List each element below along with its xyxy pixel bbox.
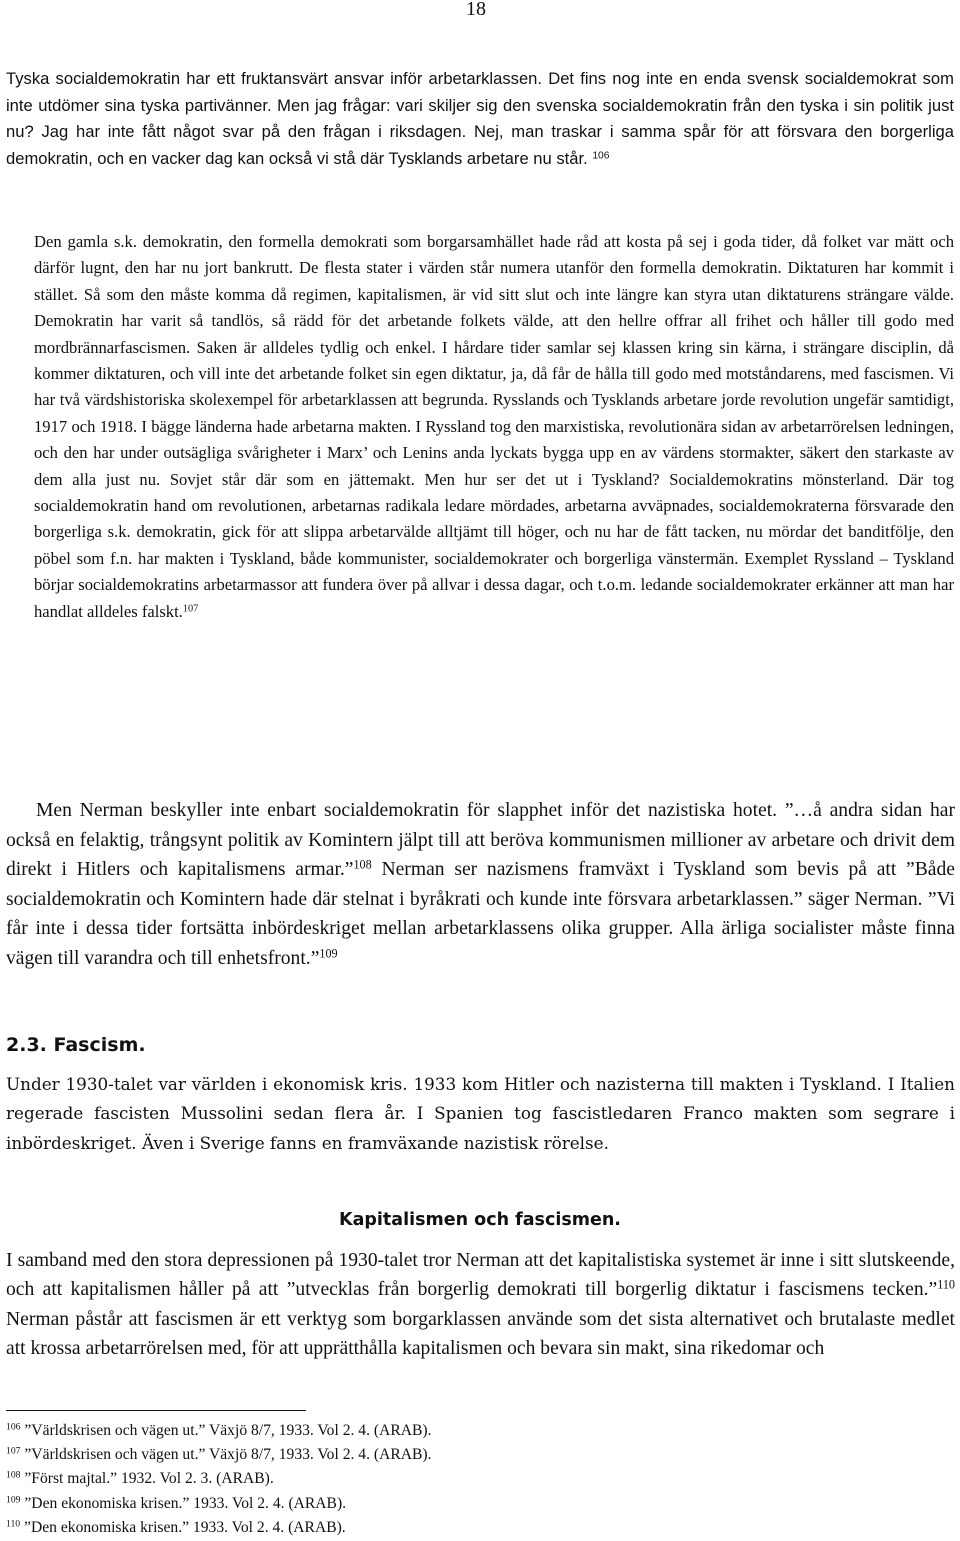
footnote-text: ”Först majtal.” 1932. Vol 2. 3. (ARAB). (24, 1470, 274, 1488)
footnote-number: 108 (6, 1470, 21, 1482)
footnote-number: 106 (6, 1421, 21, 1433)
footnote-ref: 109 (319, 945, 338, 960)
block-quote-1 (6, 66, 954, 172)
footnote-ref: 106 (592, 150, 610, 162)
paragraph-text: Nerman ser nazismens framväxt i Tyskland som bevis på att ”Både socialdemokratin och Komintern hade där stelnat i byråkrati och kunde inte försvara arbetarklassen.” säger Nerman. ”Vi får inte i dessa tider fortsätta inbördeskriget mellan arbetarklassens olika grupper. Alla ärliga socialister måste finna vägen till varandra och till enhetsfront.” (6, 859, 955, 969)
paragraph-text: I samband med den stora depressionen på 1930-talet tror Nerman att det kapitalistiska systemet är inne i sitt slutskeende, och att kapitalismen håller på att ”utvecklas från borgerlig demokrati till borgerlig diktatur i fascismens tecken.” (6, 1250, 955, 1301)
footnote-number: 107 (6, 1445, 21, 1457)
footnote-ref: 107 (182, 603, 199, 615)
quote-text: Den gamla s.k. demokratin, den formella demokrati som borgarsamhället hade råd att kosta på sej i goda tider, då folket var mätt och därför lugnt, den har nu jort bankrutt. De flesta stater i värden står numera utanför den formella demokratin. Diktaturen har kommit i stället. Så som den måste komma då regimen, kapitalismen, är vid sitt slut och inte längre kan styra utan diktaturens strängare välde. Demokratin har varit så tandlös, så rädd för det arbetande folkets välde, att den hellre offrar all frihet och håller till godo med mordbrännarfascismen. Saken är alldeles tydlig och enkel. I hårdare tider samlar sej klassen kring sin kärna, i strängare disciplin, då kommer diktaturen, och vill inte det arbetande folket sin egen diktatur, ja, då får de hålla till godo med motståndarens, med fascismen. Vi har två värdshistoriska skolexempel för arbetarklassen att begrunda. Rysslands och Tysklands arbetare jorde revolution ungefär samtidigt, 1917 och 1918. I bägge länderna hade arbetarna makten. I Ryssland tog den marxistiska, revolutionära sidan av arbetarrörelsen ledningen, och den har under outsägliga svårigheter i Marx’ och Lenins anda lyckats bygga upp en av värdens stormakter, säkert den starkaste av dem alla just nu. Sovjet står där som en jättemakt. Men hur ser det ut i Tyskland? Socialdemokratins mönsterland. Där tog socialdemokratin hand om revolutionen, arbetarnas radikala ledare mördades, arbetarna avväpnades, socialdemokraterna försvarade den borgerliga s.k. demokratin, gick för att slippa arbetarvälde alltjämt till höger, och nu har de fått tacken, nu mördar det banditfölje, den pöbel som f.n. har makten i Tyskland, både kommunister, socialdemokrater och borgerliga vänstermän. Exemplet Ryssland – Tyskland börjar socialdemokratins arbetarmassor att fundera över på allvar i dessa dagar, och t.o.m. ledande socialdemokrater erkänner att man har handlat alldeles falskt. (34, 232, 954, 621)
footnote-number: 109 (6, 1494, 21, 1506)
paragraph-text: Nerman påstår att fascismen är ett verktyg som borgarklassen använde som det sista alternativet och brutalaste medlet att krossa arbetarrörelsen med, för att upprätthålla kapitalismen och bevara sin makt, sina rikedomar och (6, 1308, 955, 1359)
sub-heading: Kapitalismen och fascismen. (339, 1210, 621, 1230)
footnote-item (6, 1443, 906, 1467)
footnote-item (6, 1467, 906, 1491)
footnote-item (6, 1516, 906, 1540)
footnote-text: ”Den ekonomiska krisen.” 1933. Vol 2. 4. (ARAB). (24, 1494, 347, 1512)
block-quote-2 (34, 229, 954, 625)
footnote-number: 110 (6, 1518, 21, 1530)
capitalism-paragraph (6, 1246, 955, 1363)
footnotes-list (6, 1419, 906, 1540)
footnote-item (6, 1492, 906, 1516)
body-paragraph (6, 796, 955, 973)
footnote-separator (6, 1410, 306, 1411)
footnote-item (6, 1419, 906, 1443)
footnote-text: ”Den ekonomiska krisen.” 1933. Vol 2. 4. (ARAB). (24, 1518, 346, 1536)
footnote-text: ”Världskrisen och vägen ut.” Växjö 8/7, 1933. Vol 2. 4. (ARAB). (24, 1446, 432, 1464)
quote-text: Tyska socialdemokratin har ett fruktansvärt ansvar inför arbetarklassen. Det fins nog inte en enda svensk socialdemokrat som inte utdömer sina tyska partivänner. Men jag frågar: vari skiljer sig den svenska socialdemokratin från den tyska i sin politik just nu? Jag har inte fått något svar på den frågan i riksdagen. Nej, man traskar i samma spår för att försvara den borgerliga demokratin, och en vacker dag kan också vi stå där Tysklands arbetare nu står. (6, 69, 954, 168)
footnote-ref: 108 (353, 857, 372, 872)
section-heading: 2.3. Fascism. (6, 1034, 146, 1056)
paragraph-text: Men Nerman beskyller inte enbart socialdemokratin för slapphet inför det nazistiska hotet. ”…å andra sidan har också en felaktig, trångsynt politik av Komintern jälpt till att beröva kommunismen millioner av arbetare och drivit dem direkt i Hitlers och kapitalismens armar.” (6, 800, 955, 880)
footnote-text: ”Världskrisen och vägen ut.” Växjö 8/7, 1933. Vol 2. 4. (ARAB). (24, 1422, 432, 1439)
fascism-paragraph: Under 1930-talet var världen i ekonomisk kris. 1933 kom Hitler och nazisterna till makten i Tyskland. I Italien regerade fascisten Mussolini sedan flera år. I Spanien tog fascistledaren Franco makten som segrare i inbördeskriget. Även i Sverige fanns en framväxande nazistisk rörelse. (6, 1074, 955, 1153)
footnote-ref: 110 (937, 1277, 955, 1292)
page-number: 18 (466, 0, 486, 20)
